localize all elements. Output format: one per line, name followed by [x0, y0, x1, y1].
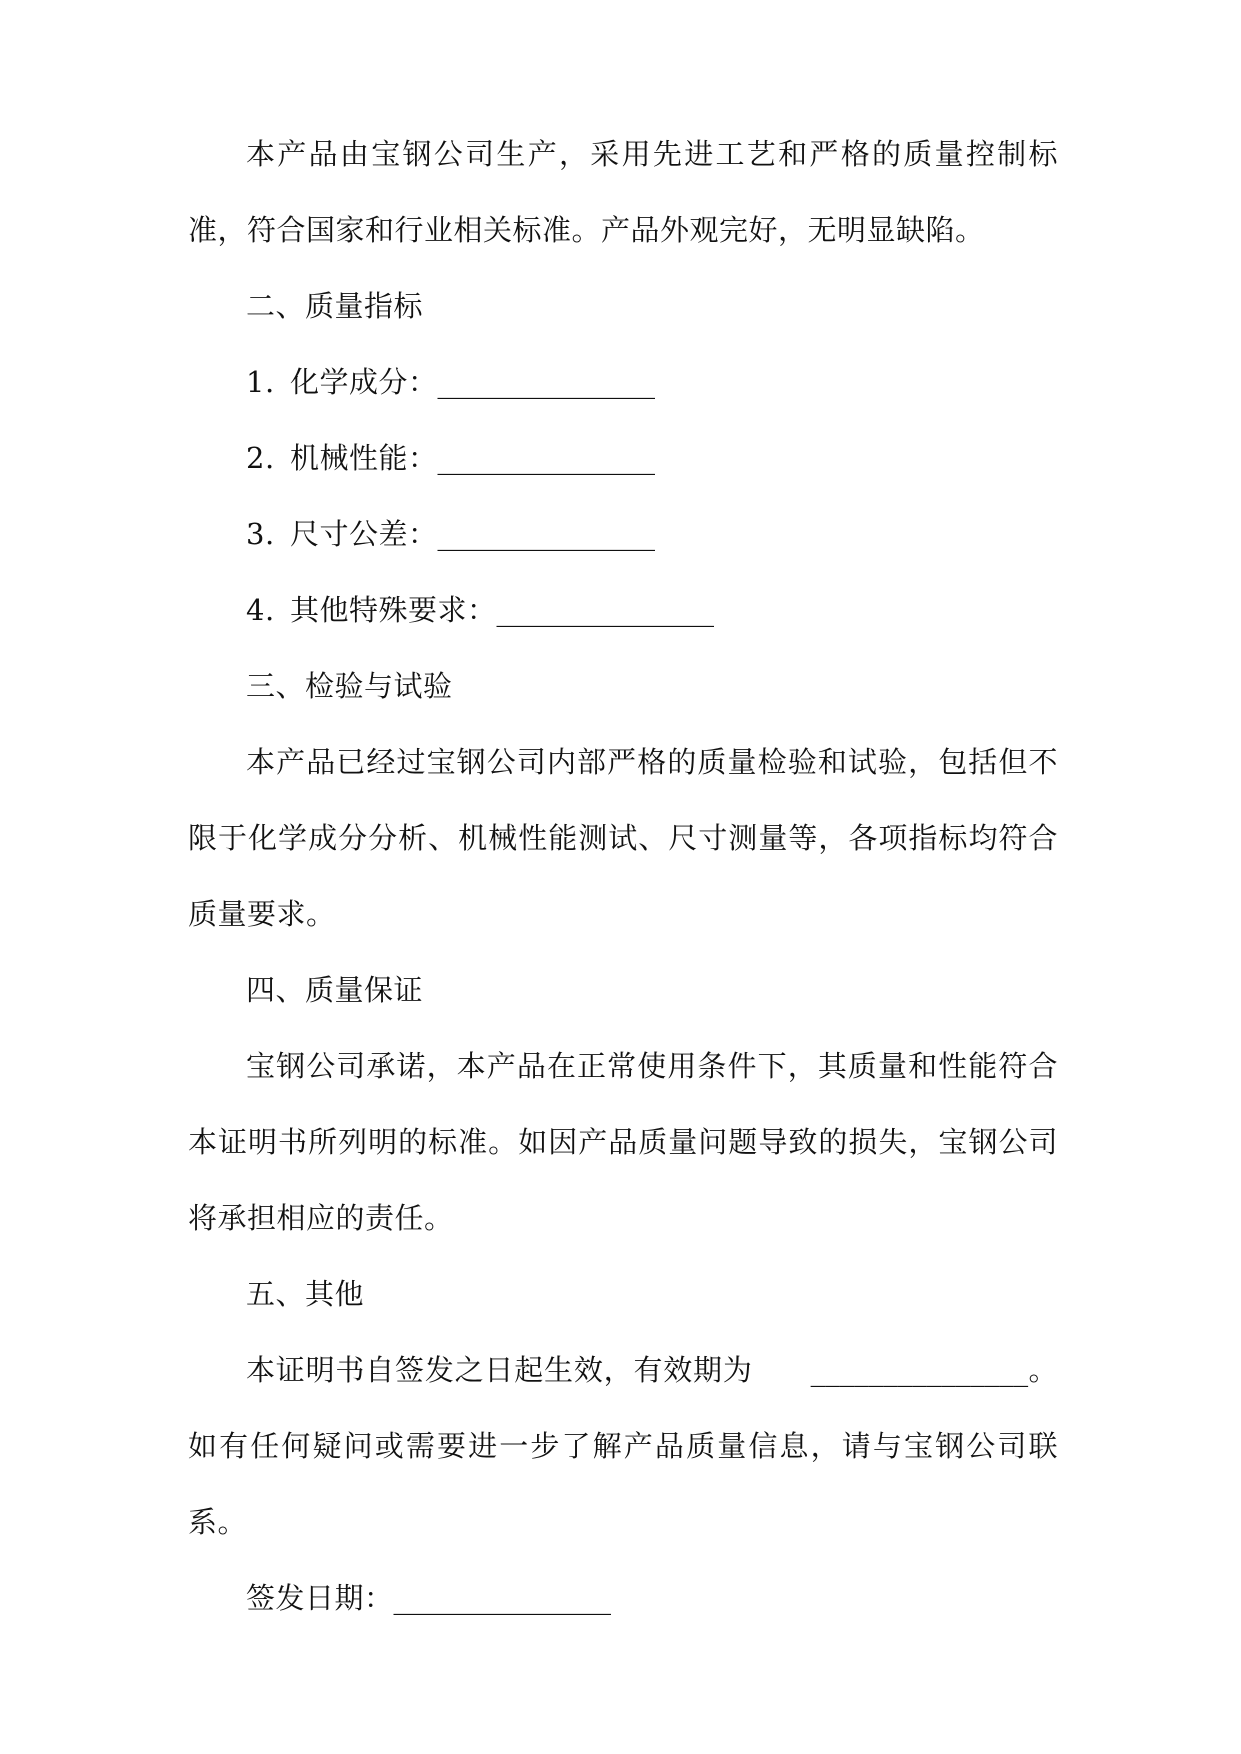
issue-date-line: [188, 1560, 1058, 1636]
item-number: 2.: [246, 441, 275, 475]
item-label: 尺寸公差：: [290, 517, 438, 551]
fill-blank: _______________: [437, 441, 656, 475]
document-body: [188, 116, 1058, 1636]
section3-heading: 三、检验与试验: [246, 669, 453, 703]
item-number: 4.: [246, 593, 275, 627]
section3-paragraph: 本产品已经过宝钢公司内部严格的质量检验和试验，包括但不限于化学成分分析、机械性能测试、尺寸测量等，各项指标均符合质量要求。: [188, 745, 1058, 931]
section5-text-after: 。如有任何疑问或需要进一步了解产品质量信息，请与宝钢公司联系。: [188, 1353, 1058, 1539]
quality-item-tolerance: [188, 496, 1058, 572]
item-label: 化学成分：: [290, 365, 438, 399]
section5-heading: 五、其他: [246, 1277, 365, 1311]
section2-heading: 二、质量指标: [246, 289, 424, 323]
quality-item-mechanical: [188, 420, 1058, 496]
issue-date-blank: _______________: [393, 1581, 612, 1615]
section5-text-before: 本证明书自签发之日起生效，有效期为: [246, 1353, 753, 1387]
validity-blank: _______________: [810, 1353, 1029, 1387]
section4-paragraph: 宝钢公司承诺，本产品在正常使用条件下，其质量和性能符合本证明书所列明的标准。如因产品质量问题导致的损失，宝钢公司将承担相应的责任。: [188, 1049, 1058, 1235]
item-label: 机械性能：: [290, 441, 438, 475]
item-number: 1.: [246, 365, 275, 399]
section4-heading: 四、质量保证: [246, 973, 424, 1007]
intro-paragraph: 本产品由宝钢公司生产，采用先进工艺和严格的质量控制标准，符合国家和行业相关标准。产品外观完好，无明显缺陷。: [188, 137, 1058, 247]
quality-item-chemical: [188, 344, 1058, 420]
quality-item-special: [188, 572, 1058, 648]
section5-paragraph: [188, 1332, 1058, 1560]
item-label: 其他特殊要求：: [290, 593, 497, 627]
fill-blank: _______________: [496, 593, 715, 627]
fill-blank: _______________: [437, 365, 656, 399]
issue-date-label: 签发日期：: [246, 1581, 394, 1615]
fill-blank: _______________: [437, 517, 656, 551]
item-number: 3.: [246, 517, 275, 551]
